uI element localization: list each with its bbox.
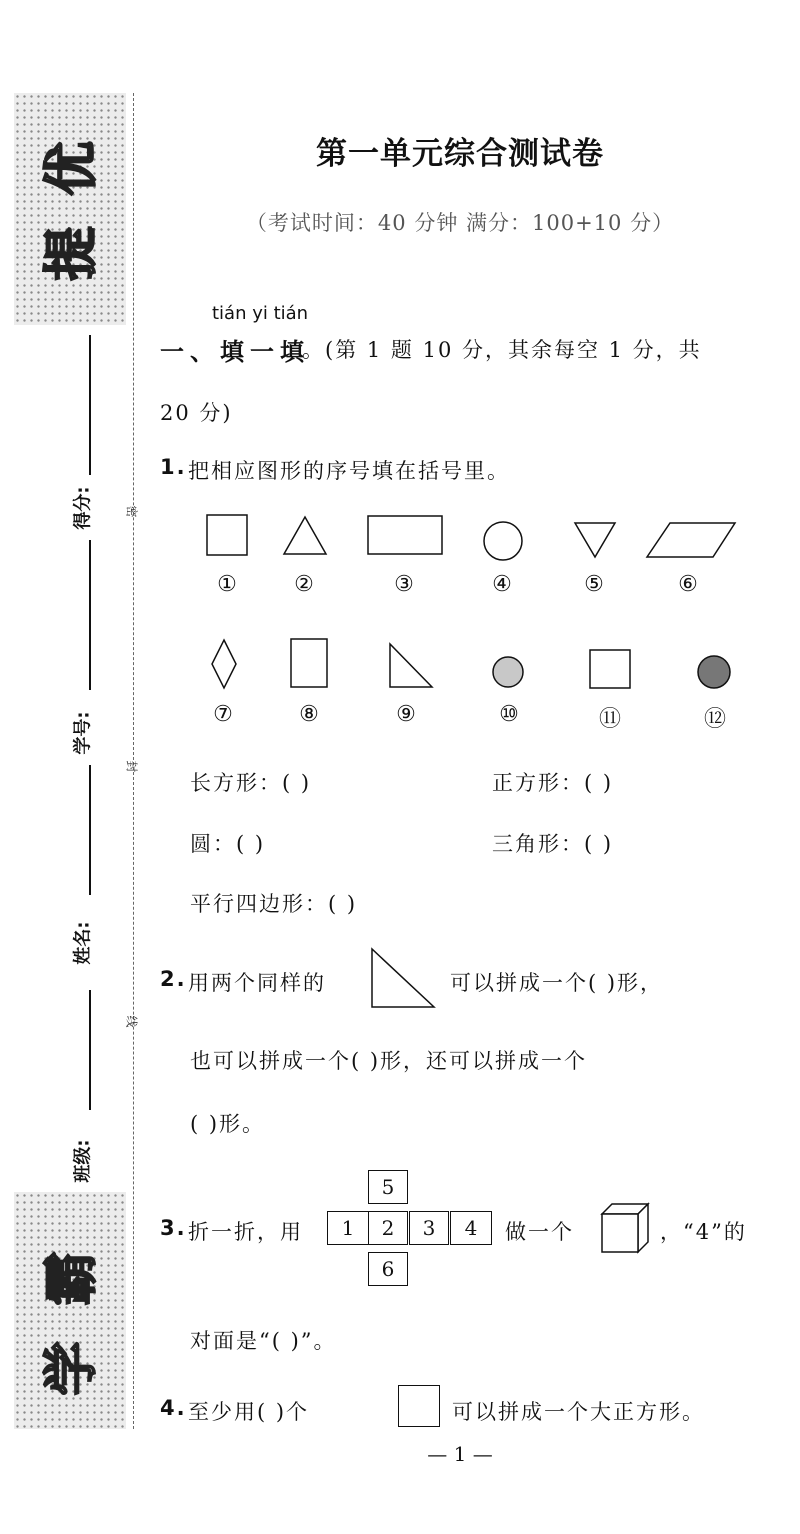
label-11: ⑪ [598,707,621,732]
label-1: ① [217,572,237,597]
q1-text: 把相应图形的序号填在括号里。 [188,459,510,483]
q3-text-b: 做一个 [505,1220,574,1244]
seal-mark-feng: 封 [124,760,139,773]
q2-number: 2. [160,967,187,991]
answer-rectangle[interactable]: 长方形：( ) [190,771,312,795]
class-label: 班级: [72,1139,94,1183]
cube-icon [598,1200,654,1256]
field-line [89,765,91,895]
sidebar-bottom-brand-2: 学 [39,1341,103,1396]
answer-square[interactable]: 正方形：( ) [492,771,614,795]
section-note-cont: 20 分) [160,401,233,425]
page-number: — 1 — [427,1442,493,1466]
label-8: ⑧ [299,702,319,727]
label-5: ⑤ [584,572,604,597]
shape-parallelogram [647,523,735,557]
score-label: 得分: [72,486,94,530]
net-cell-6: 6 [368,1252,408,1286]
sidebar-bottom-brand-1: 霸 [39,1251,103,1306]
page-title: 第一单元综合测试卷 [316,136,604,172]
sidebar-top-brand-1: 优 [39,141,103,196]
q1-number: 1. [160,455,187,479]
shape-rectangle-tall [291,639,327,687]
shape-circle-light [493,657,523,687]
q2-text-a: 用两个同样的 [188,971,326,995]
shape-square-2 [590,650,630,688]
answer-triangle[interactable]: 三角形：( ) [492,832,614,856]
label-4: ④ [492,572,512,597]
net-cell-4: 4 [450,1211,492,1245]
field-line [89,335,91,475]
shape-diamond [212,640,236,688]
q4-number: 4. [160,1396,187,1420]
section-note: 。(第 1 题 10 分，其余每空 1 分，共 [302,338,702,362]
sidebar-top-brand-2: 提 [39,226,103,281]
net-cell-1: 1 [327,1211,369,1245]
q3-number: 3. [160,1216,187,1240]
section-pinyin: tián yi tián [212,303,309,324]
seal-mark-xian: 线 [124,1015,139,1028]
sidebar-top-pattern [14,93,126,325]
q2-line-3[interactable]: ( )形。 [190,1112,266,1136]
net-cell-2: 2 [368,1211,408,1245]
label-9: ⑨ [396,702,416,727]
shape-circle [484,522,522,560]
section-heading: 一、填一填 [160,338,310,366]
shape-rectangle-wide [368,516,442,554]
page-subtitle: （考试时间：40 分钟 满分：100+10 分） [245,211,675,235]
shape-triangle-down [575,523,615,557]
shape-triangle-up [284,517,326,554]
q3-text-a: 折一折，用 [188,1220,303,1244]
seal-mark-mi: 密 [124,505,139,518]
net-cell-3: 3 [409,1211,449,1245]
q2-right-triangle [368,945,440,1011]
q3-text-c: ，“4”的 [660,1220,747,1244]
shape-right-triangle [390,644,432,687]
q2-line-2[interactable]: 也可以拼成一个( )形，还可以拼成一个 [190,1049,588,1073]
label-6: ⑥ [678,572,698,597]
name-label: 姓名: [72,921,94,965]
net-cell-5: 5 [368,1170,408,1204]
field-line [89,990,91,1110]
q4-square-icon [398,1385,440,1427]
label-12: ⑫ [703,707,726,732]
shape-circle-dark [698,656,730,688]
label-10: ⑩ [499,702,519,727]
shapes-row-2 [180,630,760,700]
q3-line-2[interactable]: 对面是“( )”。 [190,1329,337,1353]
shape-square-1 [207,515,247,555]
q4-text-b: 可以拼成一个大正方形。 [452,1400,705,1424]
answer-circle[interactable]: 圆：( ) [190,832,266,856]
student-id-label: 学号: [72,711,94,755]
label-7: ⑦ [213,702,233,727]
q2-text-b[interactable]: 可以拼成一个( )形， [450,971,664,995]
q4-text-a[interactable]: 至少用( )个 [188,1400,310,1424]
field-line [89,540,91,690]
shapes-row-1 [180,505,760,575]
label-2: ② [294,572,314,597]
answer-parallelogram[interactable]: 平行四边形：( ) [190,892,358,916]
label-3: ③ [394,572,414,597]
